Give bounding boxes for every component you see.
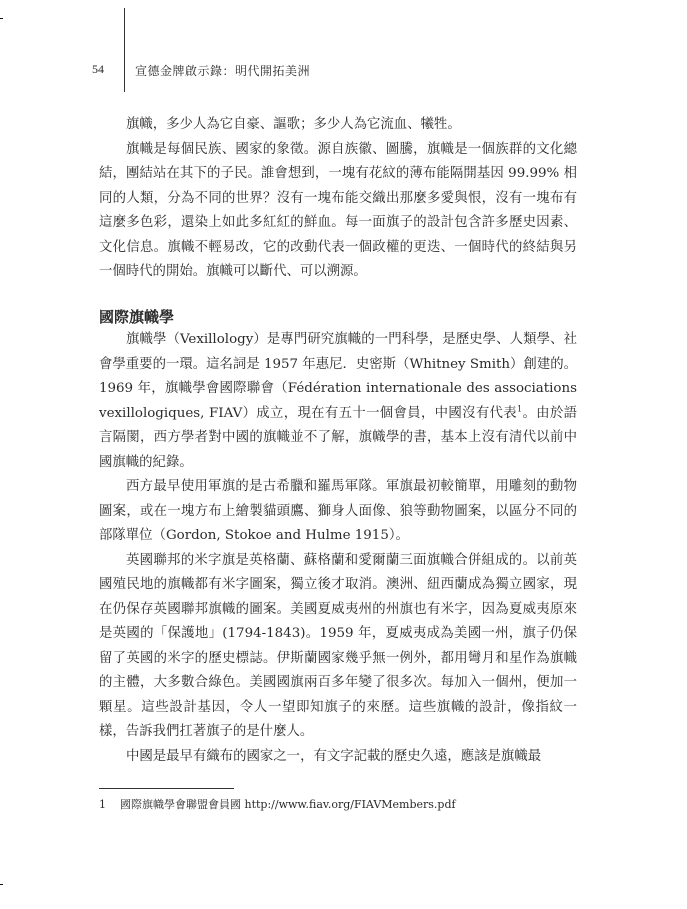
footnote-divider: [99, 788, 234, 789]
crop-mark-top-left: [0, 18, 3, 19]
footnote: [99, 796, 470, 812]
crop-mark-bottom-left: [0, 884, 3, 885]
section-paragraph-4: 中國是最早有織布的國家之一，有文字記載的歷史久遠，應該是旗幟最: [126, 748, 542, 764]
footnote-text: 國際旗幟學會聯盟會員國 http://www.fiav.org/FIAVMembers.pdf: [120, 798, 456, 811]
running-head: 宣德金牌啟示錄：明代開拓美洲: [135, 64, 311, 78]
footnote-reference[interactable]: 1: [517, 404, 523, 414]
intro-paragraph-2: 旗幟是每個民族、國家的象徵。源自族徽、圖騰，旗幟是一個族群的文化總結，團結站在其下的子民。誰會想到，一塊有花紋的薄布能隔開基因 99.99% 相同的人類，分為不同的世界？沒有一塊布能交織出那麼多愛與恨，沒有一塊布有這麼多色彩，還染上如此多紅紅的鮮血。每一面旗子的設計包含許多歷史因素、文化信息。旗幟不輕易改，它的改動代表一個政權的更迭、一個時代的終結與另一個時代的開始。旗幟可以斷代、可以溯源。: [99, 141, 577, 279]
footnote-number: 1: [99, 798, 106, 811]
intro-paragraph-1: 旗幟，多少人為它自豪、謳歌；多少人為它流血、犧牲。: [126, 117, 461, 132]
paragraph-text: 旗幟學（Vexillology）是專門研究旗幟的一門科學，是歷史學、人類學、社會學重要的一環。這名詞是 1957 年惠尼．史密斯（Whitney Smith）創建的。1969 年，旗幟學會國際聯會（Fédération internationale des associations vexillologiques, FIAV）成立，現在有五十一個會員，中國沒有代表: [99, 332, 577, 421]
section-heading: 國際旗幟學: [99, 308, 175, 326]
section-paragraph-1: [99, 328, 577, 475]
section-paragraph-3: 英國聯邦的米字旗是英格蘭、蘇格蘭和愛爾蘭三面旗幟合併組成的。以前英國殖民地的旗幟都有米字圖案，獨立後才取消。澳洲、紐西蘭成為獨立國家，現在仍保存英國聯邦旗幟的圖案。美國夏威夷州的州旗也有米字，因為夏威夷原來是英國的「保護地」(1794-1843)。1959 年，夏威夷成為美國一州，旗子仍保留了英國的米字的歷史標誌。伊斯蘭國家幾乎無一例外，都用彎月和星作為旗幟的主體，大多數合綠色。美國國旗兩百多年變了很多次。每加入一個州，便加一顆星。這些設計基因，令人一望即知旗子的來歷。這些旗幟的設計，像指紋一樣，告訴我們扛著旗子的是什麼人。: [99, 552, 577, 739]
intro-text-block: [99, 113, 577, 285]
page-number: 54: [92, 62, 104, 76]
section-text-block: [99, 306, 577, 769]
paragraph-text: 。由於語言隔閡，西方學者對中國的旗幟並不了解，旗幟學的書，基本上沒有清代以前中國旗幟的紀錄。: [99, 405, 577, 470]
section-paragraph-2: 西方最早使用軍旗的是古希臘和羅馬軍隊。軍旗最初較簡單，用雕刻的動物圖案，或在一塊方布上繪製貓頭鷹、獅身人面像、狼等動物圖案，以區分不同的部隊單位（Gordon, Stokoe and Hulme 1915）。: [99, 479, 577, 543]
header-vertical-rule: [124, 8, 125, 92]
